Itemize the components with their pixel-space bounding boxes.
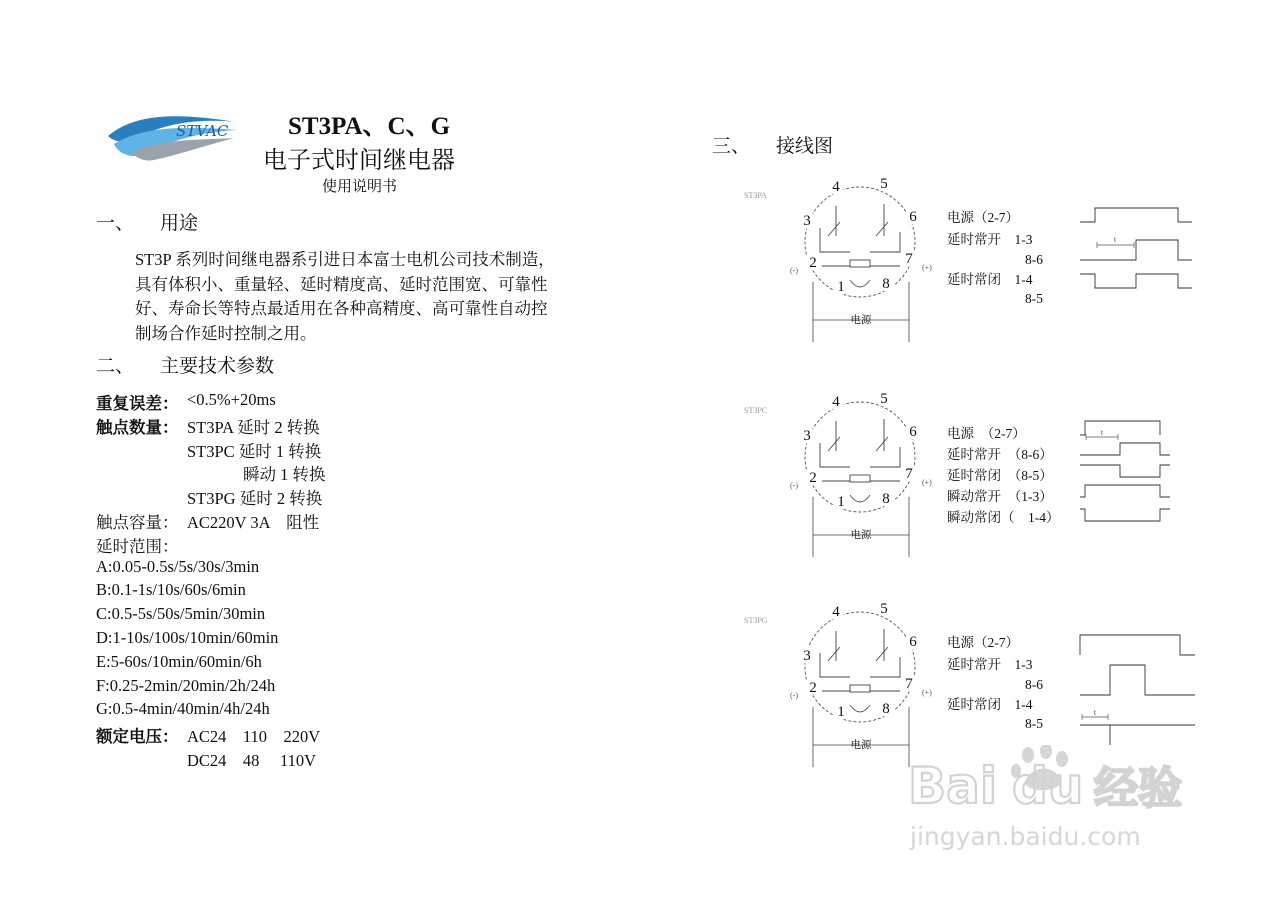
section3-title: 接线图 xyxy=(776,135,834,157)
diagram-tag: ST3PC xyxy=(744,406,768,415)
spec-value: AC220V 3A 阻性 xyxy=(187,513,320,532)
pin-6-label: 6 xyxy=(909,634,917,650)
spec-value: A:0.05-0.5s/5s/30s/3min xyxy=(96,556,260,576)
product-title: 电子式时间继电器 xyxy=(263,146,455,174)
contact-lines xyxy=(820,629,900,677)
spec-label: 触点容量： xyxy=(96,513,179,532)
diagram-tag: ST3PG xyxy=(744,616,768,625)
socket-key xyxy=(850,705,870,712)
wave-power xyxy=(1080,635,1195,655)
wave-inst-nc xyxy=(1080,509,1170,521)
pin-6-label: 6 xyxy=(909,209,917,225)
wiring-diagrams xyxy=(700,170,1260,790)
pin-3-label: 3 xyxy=(803,648,811,664)
paragraph-line: ST3P 系列时间继电器系引进日本富士电机公司技术制造， xyxy=(135,250,555,269)
spec-label: 额定电压： xyxy=(96,727,179,747)
spec-value: F:0.25-2min/20min/2h/24h xyxy=(96,675,276,695)
signal-label: 8-5 xyxy=(1025,291,1043,306)
spec-value: C:0.5-5s/50s/5min/30min xyxy=(96,604,266,624)
power-label: 电源 xyxy=(850,530,872,541)
wave-nc xyxy=(1080,465,1170,477)
power-dimension xyxy=(813,707,909,767)
pin-4-label: 4 xyxy=(832,394,840,410)
spec-value: E:5-60s/10min/60min/6h xyxy=(96,651,262,671)
baidu-watermark xyxy=(908,745,1208,865)
signal-label: 延时常开 1-3 xyxy=(947,232,1033,247)
model-title: ST3PA、C、G xyxy=(288,113,451,140)
pin-7-label: 7 xyxy=(905,676,913,692)
coil xyxy=(850,260,870,267)
wave-power xyxy=(1080,421,1160,435)
pin-8-label: 8 xyxy=(882,491,890,507)
pin-4-label: 4 xyxy=(832,604,840,620)
signal-label: 延时常开 （8-6） xyxy=(947,447,1053,462)
watermark-brand: Bai xyxy=(908,757,997,815)
spec-value: ST3PC 延时 1 转换 xyxy=(187,441,322,461)
signal-label: 延时常闭 1-4 xyxy=(947,697,1033,712)
pin-2-label: 2 xyxy=(809,680,817,696)
spec-label: 触点数量： xyxy=(96,417,179,437)
power-dimension xyxy=(813,282,909,342)
pin-8-label: 8 xyxy=(882,276,890,292)
coil xyxy=(850,475,870,482)
timing-waveforms xyxy=(1080,208,1192,288)
wave-no xyxy=(1080,665,1195,695)
pin-3-label: 3 xyxy=(803,213,811,229)
section1-paragraph xyxy=(135,248,555,346)
signal-label: 延时常闭 1-4 xyxy=(947,272,1033,287)
manual-subtitle: 使用说明书 xyxy=(322,177,398,195)
pin-7-label: 7 xyxy=(905,251,913,267)
wave-nc xyxy=(1080,725,1195,745)
section1-number: 一、 xyxy=(96,212,135,234)
logo-text: STVAC xyxy=(176,122,229,140)
signal-label: 8-5 xyxy=(1025,716,1043,731)
spec-label: 延时范围： xyxy=(96,536,179,556)
spec-value: ST3PG 延时 2 转换 xyxy=(187,489,323,509)
spec-value: ST3PA 延时 2 转换 xyxy=(187,417,320,437)
wave-nc xyxy=(1080,274,1192,288)
signal-label: 8-6 xyxy=(1025,677,1043,692)
pin-8-label: 8 xyxy=(882,701,890,717)
wiring-diagram-canvas xyxy=(700,170,1260,790)
watermark-brand-jingyan: 经验 xyxy=(1094,763,1182,814)
power-dimension xyxy=(813,497,909,557)
signal-label: 电源 （2-7） xyxy=(947,426,1026,441)
spec-value: AC24 110 220V xyxy=(187,727,321,747)
spec-value: G:0.5-4min/40min/4h/24h xyxy=(96,699,270,719)
spec-value: 瞬动 1 转换 xyxy=(243,465,326,485)
paragraph-line: 具有体积小、重量轻、延时精度高、延时范围宽、可靠性 xyxy=(135,274,548,294)
signal-label: 延时常开 1-3 xyxy=(947,657,1033,672)
minus-label: (-) xyxy=(790,691,798,700)
power-label: 电源 xyxy=(850,315,872,326)
paragraph-line: 制场合作延时控制之用。 xyxy=(135,323,317,343)
watermark-brand-du: du xyxy=(1012,757,1084,815)
delay-t-label: t xyxy=(1093,708,1097,717)
coil xyxy=(850,685,870,692)
pin-7-label: 7 xyxy=(905,466,913,482)
signal-label: 延时常闭 （8-5） xyxy=(947,468,1053,483)
diagram-tag: ST3PA xyxy=(744,191,767,200)
pin-2-label: 2 xyxy=(809,470,817,486)
delay-t-label: t xyxy=(1113,235,1117,244)
signal-label: 瞬动常闭（ 1-4） xyxy=(947,510,1060,525)
section2-title: 主要技术参数 xyxy=(160,355,275,377)
pin-2-label: 2 xyxy=(809,255,817,271)
power-label: 电源 xyxy=(850,740,872,751)
wiring-diagram-st3pa xyxy=(744,175,1192,343)
minus-label: (-) xyxy=(790,481,798,490)
contact-lines xyxy=(820,419,900,467)
stvac-logo xyxy=(104,104,244,164)
timing-waveforms xyxy=(1080,421,1170,521)
pin-4-label: 4 xyxy=(832,179,840,195)
spec-value: D:1-10s/100s/10min/60min xyxy=(96,628,279,647)
signal-label: 8-6 xyxy=(1025,252,1043,267)
delay-t-label: t xyxy=(1100,428,1104,437)
spec-value: B:0.1-1s/10s/60s/6min xyxy=(96,580,246,600)
pin-5-label: 5 xyxy=(880,601,888,617)
pin-5-label: 5 xyxy=(880,176,888,192)
socket-key xyxy=(850,280,870,287)
plus-label: (+) xyxy=(922,478,932,487)
section3-number: 三、 xyxy=(712,135,751,157)
pin-1-label: 1 xyxy=(837,279,845,295)
plus-label: (+) xyxy=(922,263,932,272)
section2-number: 二、 xyxy=(96,355,135,377)
spec-value: DC24 48 110V xyxy=(187,751,317,770)
paragraph-line: 好、寿命长等特点最适用在各种高精度、高可靠性自动控 xyxy=(135,299,548,318)
minus-label: (-) xyxy=(790,266,798,275)
pin-6-label: 6 xyxy=(909,424,917,440)
signal-label: 瞬动常开 （1-3） xyxy=(947,489,1053,504)
watermark-url: jingyan.baidu.com xyxy=(910,822,1141,851)
spec-label: 重复误差： xyxy=(96,394,179,413)
wiring-diagram-st3pg xyxy=(744,600,1195,768)
pin-5-label: 5 xyxy=(880,391,888,407)
contact-lines xyxy=(820,204,900,252)
wave-inst-no xyxy=(1080,485,1170,497)
signal-label: 电源（2-7） xyxy=(947,635,1019,650)
wave-no xyxy=(1080,443,1170,455)
signal-label: 电源（2-7） xyxy=(947,210,1019,225)
pin-3-label: 3 xyxy=(803,428,811,444)
plus-label: (+) xyxy=(922,688,932,697)
wiring-diagram-st3pc xyxy=(744,390,1170,558)
timing-waveforms xyxy=(1080,635,1195,745)
socket-key xyxy=(850,495,870,502)
spec-value: <0.5%+20ms xyxy=(187,390,276,409)
pin-1-label: 1 xyxy=(837,704,845,720)
wave-power xyxy=(1080,208,1192,222)
pin-1-label: 1 xyxy=(837,494,845,510)
section1-title: 用途 xyxy=(160,212,199,234)
